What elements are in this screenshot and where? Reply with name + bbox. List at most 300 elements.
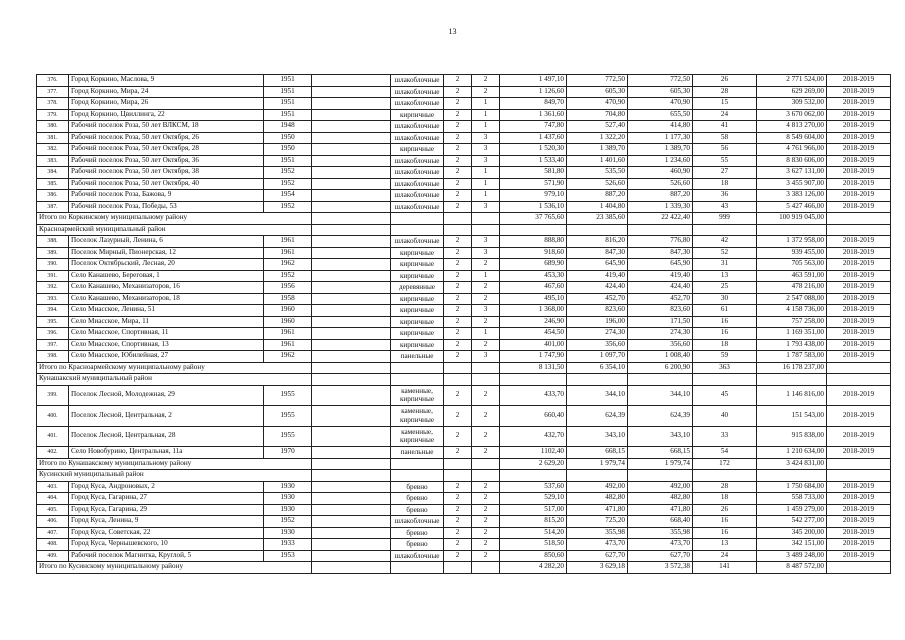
floors-cell: 2 bbox=[444, 406, 472, 427]
living-area-cell: 823,60 bbox=[567, 305, 628, 317]
blank-cell bbox=[312, 132, 391, 144]
total-area-cell: 433,70 bbox=[500, 385, 567, 406]
cost-cell: 915 838,00 bbox=[757, 426, 827, 447]
cost-cell: 151 543,00 bbox=[757, 406, 827, 427]
period-cell: 2018-2019 bbox=[827, 75, 891, 87]
blank-cell bbox=[827, 470, 891, 482]
residential-area-cell: 424,40 bbox=[628, 282, 693, 294]
wall-material-cell: кирпичные bbox=[391, 144, 444, 156]
residential-area-cell: 419,40 bbox=[628, 270, 693, 282]
address-cell: Село Канашево, Береговая, 1 bbox=[69, 270, 264, 282]
row-number: 391. bbox=[37, 270, 69, 282]
blank-cell bbox=[312, 167, 391, 179]
period-cell: 2018-2019 bbox=[827, 493, 891, 505]
blank-cell bbox=[472, 458, 500, 470]
cost-cell: 4 158 736,00 bbox=[757, 305, 827, 317]
entrances-cell: 1 bbox=[472, 121, 500, 133]
living-area-cell: 3 629,18 bbox=[567, 562, 628, 574]
row-number: 382. bbox=[37, 144, 69, 156]
entrances-cell: 2 bbox=[472, 447, 500, 459]
blank-cell bbox=[312, 527, 391, 539]
total-area-cell: 1 520,30 bbox=[500, 144, 567, 156]
total-area-cell: 849,70 bbox=[500, 98, 567, 110]
living-area-cell: 473,70 bbox=[567, 539, 628, 551]
entrances-cell: 2 bbox=[472, 493, 500, 505]
residents-cell: 55 bbox=[693, 155, 757, 167]
residential-area-cell: 343,10 bbox=[628, 426, 693, 447]
total-area-cell: 1 497,10 bbox=[500, 75, 567, 87]
residents-cell: 24 bbox=[693, 550, 757, 562]
total-area-cell: 1 361,60 bbox=[500, 109, 567, 121]
blank-cell bbox=[444, 470, 472, 482]
period-cell: 2018-2019 bbox=[827, 550, 891, 562]
entrances-cell: 3 bbox=[472, 351, 500, 363]
blank-cell bbox=[312, 458, 391, 470]
address-cell: Город Куса, Чернышевского, 10 bbox=[69, 539, 264, 551]
period-cell: 2018-2019 bbox=[827, 385, 891, 406]
period-cell: 2018-2019 bbox=[827, 516, 891, 528]
blank-cell bbox=[444, 374, 472, 386]
blank-cell bbox=[444, 562, 472, 574]
living-area-cell: 1 401,60 bbox=[567, 155, 628, 167]
year-cell: 1955 bbox=[264, 426, 312, 447]
blank-cell bbox=[391, 458, 444, 470]
row-number: 405. bbox=[37, 504, 69, 516]
living-area-cell: 424,40 bbox=[567, 282, 628, 294]
cost-cell: 1 750 684,00 bbox=[757, 481, 827, 493]
blank-cell bbox=[500, 374, 567, 386]
floors-cell: 2 bbox=[444, 98, 472, 110]
address-cell: Рабочий поселок Роза, 50 лет Октября, 26 bbox=[69, 132, 264, 144]
blank-cell bbox=[444, 362, 472, 374]
address-cell: Село Миасское, Спортивная, 13 bbox=[69, 339, 264, 351]
district-name: Кусинский муниципальный район bbox=[37, 470, 312, 482]
year-cell: 1951 bbox=[264, 98, 312, 110]
floors-cell: 2 bbox=[444, 270, 472, 282]
blank-cell bbox=[312, 470, 391, 482]
blank-cell bbox=[312, 75, 391, 87]
cost-cell: 8 549 604,00 bbox=[757, 132, 827, 144]
residents-cell: 59 bbox=[693, 351, 757, 363]
living-area-cell: 1 979,74 bbox=[567, 458, 628, 470]
residential-area-cell: 605,30 bbox=[628, 86, 693, 98]
year-cell: 1952 bbox=[264, 167, 312, 179]
entrances-cell: 2 bbox=[472, 339, 500, 351]
blank-cell bbox=[827, 213, 891, 225]
row-number: 407. bbox=[37, 527, 69, 539]
residents-cell: 31 bbox=[693, 259, 757, 271]
residential-area-cell: 1 339,30 bbox=[628, 201, 693, 213]
wall-material-cell: кирпичные bbox=[391, 305, 444, 317]
cost-cell: 542 277,00 bbox=[757, 516, 827, 528]
blank-cell bbox=[500, 224, 567, 236]
year-cell: 1961 bbox=[264, 236, 312, 248]
address-cell: Поселок Лесной, Молодежная, 29 bbox=[69, 385, 264, 406]
cost-cell: 345 200,00 bbox=[757, 527, 827, 539]
blank-cell bbox=[312, 426, 391, 447]
cost-cell: 4 761 966,00 bbox=[757, 144, 827, 156]
address-cell: Город Куса, Ленина, 9 bbox=[69, 516, 264, 528]
cost-cell: 939 455,00 bbox=[757, 247, 827, 259]
wall-material-cell: бревно bbox=[391, 527, 444, 539]
residents-cell: 26 bbox=[693, 75, 757, 87]
residential-area-cell: 344,10 bbox=[628, 385, 693, 406]
residents-cell: 40 bbox=[693, 406, 757, 427]
living-area-cell: 725,20 bbox=[567, 516, 628, 528]
year-cell: 1956 bbox=[264, 282, 312, 294]
row-number: 387. bbox=[37, 201, 69, 213]
table-row bbox=[37, 426, 891, 447]
cost-cell: 100 919 045,00 bbox=[757, 213, 827, 225]
address-cell: Рабочий поселок Роза, 50 лет Октября, 36 bbox=[69, 155, 264, 167]
cost-cell: 705 563,00 bbox=[757, 259, 827, 271]
period-cell: 2018-2019 bbox=[827, 132, 891, 144]
living-area-cell: 274,30 bbox=[567, 328, 628, 340]
year-cell: 1954 bbox=[264, 190, 312, 202]
entrances-cell: 2 bbox=[472, 481, 500, 493]
period-cell: 2018-2019 bbox=[827, 155, 891, 167]
wall-material-cell: бревно bbox=[391, 481, 444, 493]
table-row bbox=[37, 190, 891, 202]
entrances-cell: 3 bbox=[472, 201, 500, 213]
residential-area-cell: 624,39 bbox=[628, 406, 693, 427]
entrances-cell: 1 bbox=[472, 109, 500, 121]
subtotal-label: Итого по Кунашакскому муниципальному району bbox=[37, 458, 312, 470]
address-cell: Поселок Октябрьский, Лесная, 20 bbox=[69, 259, 264, 271]
wall-material-cell: шлакоблочные bbox=[391, 98, 444, 110]
blank-cell bbox=[472, 374, 500, 386]
residents-cell: 58 bbox=[693, 132, 757, 144]
table-row bbox=[37, 527, 891, 539]
address-cell: Поселок Лесной, Центральная, 2 bbox=[69, 406, 264, 427]
floors-cell: 2 bbox=[444, 75, 472, 87]
residential-area-cell: 668,40 bbox=[628, 516, 693, 528]
blank-cell bbox=[312, 481, 391, 493]
total-area-cell: 432,70 bbox=[500, 426, 567, 447]
residents-cell: 363 bbox=[693, 362, 757, 374]
row-number: 403. bbox=[37, 481, 69, 493]
period-cell: 2018-2019 bbox=[827, 351, 891, 363]
year-cell: 1952 bbox=[264, 178, 312, 190]
living-area-cell: 1 389,70 bbox=[567, 144, 628, 156]
year-cell: 1952 bbox=[264, 270, 312, 282]
living-area-cell: 847,30 bbox=[567, 247, 628, 259]
floors-cell: 2 bbox=[444, 447, 472, 459]
living-area-cell: 526,60 bbox=[567, 178, 628, 190]
entrances-cell: 1 bbox=[472, 98, 500, 110]
wall-material-cell: каменные, кирпичные bbox=[391, 406, 444, 427]
year-cell: 1961 bbox=[264, 328, 312, 340]
period-cell: 2018-2019 bbox=[827, 144, 891, 156]
address-cell: Рабочий поселок Роза, Победы, 53 bbox=[69, 201, 264, 213]
residents-cell: 41 bbox=[693, 121, 757, 133]
cost-cell: 1 459 279,00 bbox=[757, 504, 827, 516]
wall-material-cell: шлакоблочные bbox=[391, 550, 444, 562]
period-cell: 2018-2019 bbox=[827, 270, 891, 282]
year-cell: 1951 bbox=[264, 109, 312, 121]
table-row bbox=[37, 121, 891, 133]
residential-area-cell: 6 200,90 bbox=[628, 362, 693, 374]
floors-cell: 2 bbox=[444, 121, 472, 133]
wall-material-cell: панельные bbox=[391, 351, 444, 363]
entrances-cell: 1 bbox=[472, 167, 500, 179]
blank-cell bbox=[693, 374, 757, 386]
table-row bbox=[37, 75, 891, 87]
floors-cell: 2 bbox=[444, 481, 472, 493]
floors-cell: 2 bbox=[444, 86, 472, 98]
residential-area-cell: 1 389,70 bbox=[628, 144, 693, 156]
floors-cell: 2 bbox=[444, 282, 472, 294]
total-area-cell: 37 765,60 bbox=[500, 213, 567, 225]
total-area-cell: 517,00 bbox=[500, 504, 567, 516]
floors-cell: 2 bbox=[444, 385, 472, 406]
cost-cell: 3 670 062,00 bbox=[757, 109, 827, 121]
total-area-cell: 453,30 bbox=[500, 270, 567, 282]
blank-cell bbox=[312, 447, 391, 459]
table-row bbox=[37, 236, 891, 248]
residents-cell: 999 bbox=[693, 213, 757, 225]
wall-material-cell: панельные bbox=[391, 447, 444, 459]
entrances-cell: 2 bbox=[472, 316, 500, 328]
row-number: 404. bbox=[37, 493, 69, 505]
year-cell: 1930 bbox=[264, 504, 312, 516]
blank-cell bbox=[444, 213, 472, 225]
total-area-cell: 571,90 bbox=[500, 178, 567, 190]
floors-cell: 2 bbox=[444, 144, 472, 156]
entrances-cell: 2 bbox=[472, 539, 500, 551]
floors-cell: 2 bbox=[444, 328, 472, 340]
residents-cell: 45 bbox=[693, 385, 757, 406]
subtotal-row bbox=[37, 458, 891, 470]
address-cell: Рабочий поселок Магнитка, Круглой, 5 bbox=[69, 550, 264, 562]
blank-cell bbox=[391, 374, 444, 386]
blank-cell bbox=[312, 86, 391, 98]
blank-cell bbox=[628, 470, 693, 482]
row-number: 402. bbox=[37, 447, 69, 459]
row-number: 388. bbox=[37, 236, 69, 248]
residents-cell: 25 bbox=[693, 282, 757, 294]
wall-material-cell: бревно bbox=[391, 504, 444, 516]
residents-cell: 13 bbox=[693, 539, 757, 551]
residential-area-cell: 274,30 bbox=[628, 328, 693, 340]
housing-register-table bbox=[36, 74, 891, 574]
address-cell: Город Куса, Гагарина, 27 bbox=[69, 493, 264, 505]
residents-cell: 36 bbox=[693, 190, 757, 202]
entrances-cell: 2 bbox=[472, 259, 500, 271]
entrances-cell: 3 bbox=[472, 305, 500, 317]
blank-cell bbox=[827, 458, 891, 470]
floors-cell: 2 bbox=[444, 351, 472, 363]
residential-area-cell: 627,70 bbox=[628, 550, 693, 562]
total-area-cell: 1102,40 bbox=[500, 447, 567, 459]
table-row bbox=[37, 504, 891, 516]
residential-area-cell: 776,80 bbox=[628, 236, 693, 248]
cost-cell: 1 146 816,00 bbox=[757, 385, 827, 406]
cost-cell: 3 455 907,00 bbox=[757, 178, 827, 190]
address-cell: Рабочий поселок Роза, 50 лет Октября, 38 bbox=[69, 167, 264, 179]
year-cell: 1970 bbox=[264, 447, 312, 459]
entrances-cell: 2 bbox=[472, 504, 500, 516]
blank-cell bbox=[312, 516, 391, 528]
residential-area-cell: 847,30 bbox=[628, 247, 693, 259]
blank-cell bbox=[827, 562, 891, 574]
cost-cell: 342 151,00 bbox=[757, 539, 827, 551]
table-row bbox=[37, 493, 891, 505]
table-row bbox=[37, 178, 891, 190]
blank-cell bbox=[312, 224, 391, 236]
table-row bbox=[37, 550, 891, 562]
blank-cell bbox=[472, 362, 500, 374]
floors-cell: 2 bbox=[444, 259, 472, 271]
blank-cell bbox=[312, 305, 391, 317]
period-cell: 2018-2019 bbox=[827, 305, 891, 317]
residential-area-cell: 482,80 bbox=[628, 493, 693, 505]
blank-cell bbox=[312, 562, 391, 574]
floors-cell: 2 bbox=[444, 316, 472, 328]
cost-cell: 3 489 248,00 bbox=[757, 550, 827, 562]
cost-cell: 309 532,00 bbox=[757, 98, 827, 110]
blank-cell bbox=[628, 374, 693, 386]
table-row bbox=[37, 316, 891, 328]
row-number: 383. bbox=[37, 155, 69, 167]
residents-cell: 15 bbox=[693, 98, 757, 110]
entrances-cell: 2 bbox=[472, 86, 500, 98]
entrances-cell: 3 bbox=[472, 247, 500, 259]
floors-cell: 2 bbox=[444, 527, 472, 539]
living-area-cell: 492,00 bbox=[567, 481, 628, 493]
total-area-cell: 454,50 bbox=[500, 328, 567, 340]
row-number: 396. bbox=[37, 328, 69, 340]
living-area-cell: 627,70 bbox=[567, 550, 628, 562]
period-cell: 2018-2019 bbox=[827, 504, 891, 516]
residents-cell: 16 bbox=[693, 527, 757, 539]
period-cell: 2018-2019 bbox=[827, 426, 891, 447]
entrances-cell: 3 bbox=[472, 144, 500, 156]
address-cell: Город Коркино, Мира, 24 bbox=[69, 86, 264, 98]
row-number: 389. bbox=[37, 247, 69, 259]
residential-area-cell: 171,50 bbox=[628, 316, 693, 328]
wall-material-cell: кирпичные bbox=[391, 247, 444, 259]
year-cell: 1951 bbox=[264, 155, 312, 167]
living-area-cell: 343,10 bbox=[567, 426, 628, 447]
page-number: 13 bbox=[448, 27, 457, 36]
row-number: 379. bbox=[37, 109, 69, 121]
entrances-cell: 2 bbox=[472, 385, 500, 406]
total-area-cell: 1 536,10 bbox=[500, 201, 567, 213]
blank-cell bbox=[312, 155, 391, 167]
entrances-cell: 2 bbox=[472, 516, 500, 528]
row-number: 381. bbox=[37, 132, 69, 144]
floors-cell: 2 bbox=[444, 109, 472, 121]
blank-cell bbox=[567, 470, 628, 482]
residential-area-cell: 655,50 bbox=[628, 109, 693, 121]
residents-cell: 18 bbox=[693, 493, 757, 505]
table-row bbox=[37, 282, 891, 294]
wall-material-cell: шлакоблочные bbox=[391, 132, 444, 144]
residential-area-cell: 1 177,30 bbox=[628, 132, 693, 144]
wall-material-cell: деревянные bbox=[391, 282, 444, 294]
subtotal-row bbox=[37, 362, 891, 374]
blank-cell bbox=[472, 213, 500, 225]
residents-cell: 16 bbox=[693, 316, 757, 328]
address-cell: Село Новобурино, Центральная, 11а bbox=[69, 447, 264, 459]
blank-cell bbox=[312, 190, 391, 202]
floors-cell: 2 bbox=[444, 539, 472, 551]
total-area-cell: 850,60 bbox=[500, 550, 567, 562]
row-number: 399. bbox=[37, 385, 69, 406]
total-area-cell: 529,10 bbox=[500, 493, 567, 505]
blank-cell bbox=[827, 362, 891, 374]
floors-cell: 2 bbox=[444, 155, 472, 167]
total-area-cell: 1 747,90 bbox=[500, 351, 567, 363]
living-area-cell: 605,30 bbox=[567, 86, 628, 98]
wall-material-cell: каменные, кирпичные bbox=[391, 426, 444, 447]
row-number: 386. bbox=[37, 190, 69, 202]
entrances-cell: 3 bbox=[472, 132, 500, 144]
year-cell: 1958 bbox=[264, 293, 312, 305]
blank-cell bbox=[391, 224, 444, 236]
living-area-cell: 704,80 bbox=[567, 109, 628, 121]
address-cell: Поселок Мирный, Пионерская, 12 bbox=[69, 247, 264, 259]
period-cell: 2018-2019 bbox=[827, 98, 891, 110]
residents-cell: 16 bbox=[693, 516, 757, 528]
cost-cell: 8 487 572,00 bbox=[757, 562, 827, 574]
living-area-cell: 624,39 bbox=[567, 406, 628, 427]
row-number: 409. bbox=[37, 550, 69, 562]
total-area-cell: 815,20 bbox=[500, 516, 567, 528]
residential-area-cell: 356,60 bbox=[628, 339, 693, 351]
blank-cell bbox=[312, 247, 391, 259]
entrances-cell: 2 bbox=[472, 293, 500, 305]
residential-area-cell: 460,90 bbox=[628, 167, 693, 179]
blank-cell bbox=[312, 539, 391, 551]
floors-cell: 2 bbox=[444, 493, 472, 505]
total-area-cell: 401,00 bbox=[500, 339, 567, 351]
period-cell: 2018-2019 bbox=[827, 406, 891, 427]
residential-area-cell: 823,60 bbox=[628, 305, 693, 317]
cost-cell: 3 383 126,00 bbox=[757, 190, 827, 202]
living-area-cell: 772,50 bbox=[567, 75, 628, 87]
blank-cell bbox=[827, 224, 891, 236]
total-area-cell: 1 437,60 bbox=[500, 132, 567, 144]
blank-cell bbox=[312, 351, 391, 363]
year-cell: 1930 bbox=[264, 493, 312, 505]
blank-cell bbox=[312, 550, 391, 562]
residents-cell: 18 bbox=[693, 339, 757, 351]
living-area-cell: 1 322,20 bbox=[567, 132, 628, 144]
row-number: 378. bbox=[37, 98, 69, 110]
blank-cell bbox=[312, 259, 391, 271]
cost-cell: 629 269,00 bbox=[757, 86, 827, 98]
cost-cell: 4 813 270,00 bbox=[757, 121, 827, 133]
row-number: 398. bbox=[37, 351, 69, 363]
year-cell: 1961 bbox=[264, 247, 312, 259]
blank-cell bbox=[312, 385, 391, 406]
residential-area-cell: 1 008,40 bbox=[628, 351, 693, 363]
year-cell: 1955 bbox=[264, 406, 312, 427]
wall-material-cell: шлакоблочные bbox=[391, 201, 444, 213]
blank-cell bbox=[628, 224, 693, 236]
residential-area-cell: 471,80 bbox=[628, 504, 693, 516]
living-area-cell: 23 385,60 bbox=[567, 213, 628, 225]
table-row bbox=[37, 144, 891, 156]
blank-cell bbox=[312, 493, 391, 505]
row-number: 376. bbox=[37, 75, 69, 87]
address-cell: Город Куса, Андроновых, 2 bbox=[69, 481, 264, 493]
blank-cell bbox=[312, 109, 391, 121]
year-cell: 1960 bbox=[264, 305, 312, 317]
total-area-cell: 514,20 bbox=[500, 527, 567, 539]
